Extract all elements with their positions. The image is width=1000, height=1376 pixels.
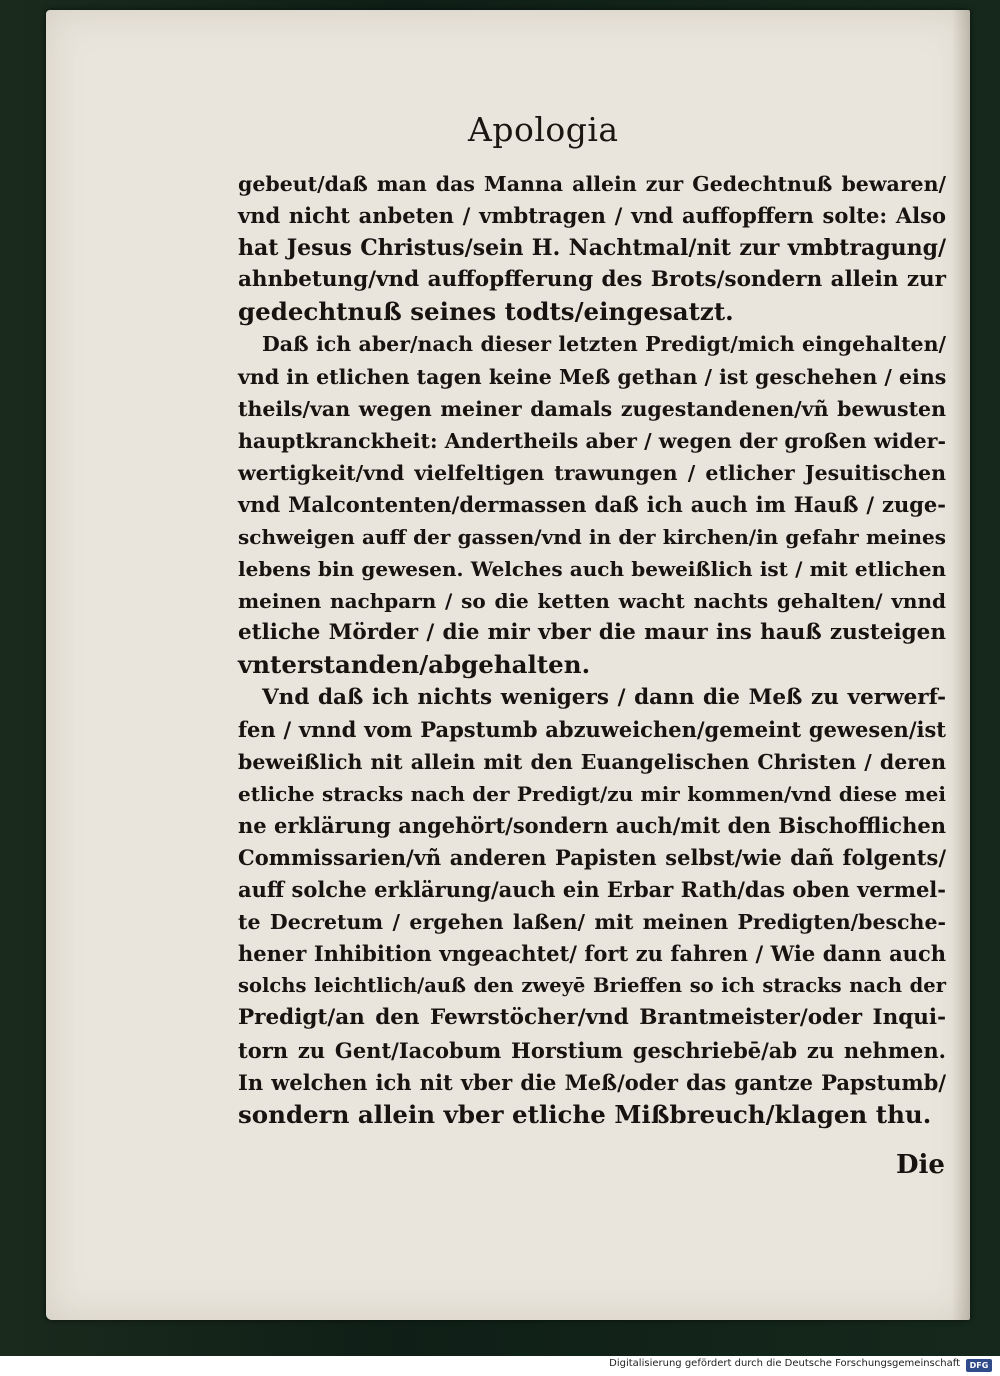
text-line: te Decretum / ergehen laßen/ mit meinen Predigten/besche- bbox=[238, 910, 946, 935]
text-line: vnd nicht anbeten / vmbtragen / vnd auffopffern solte: Also bbox=[238, 203, 946, 229]
text-line: beweißlich nit allein mit den Euangelischen Christen / deren bbox=[238, 749, 946, 774]
text-line: solchs leichtlich/auß den zweyē Brieffen so ich stracks nach der bbox=[238, 974, 946, 998]
body-text bbox=[238, 168, 946, 1131]
text-line: vnterstanden/abgehalten. bbox=[238, 650, 591, 680]
text-line: etliche stracks nach der Predigt/zu mir kommen/vnd diese mei bbox=[238, 781, 946, 806]
text-line: ahnbetung/vnd auffopfferung des Brots/sondern allein zur bbox=[238, 267, 946, 293]
running-head: Apologia bbox=[468, 110, 619, 149]
text-line: sondern allein vber etliche Mißbreuch/klagen thu. bbox=[238, 1099, 932, 1129]
text-line: Commissarien/vñ anderen Papisten selbst/wie dañ folgents/ bbox=[238, 844, 946, 870]
text-line: In welchen ich nit vber die Meß/oder das gantze Papstumb/ bbox=[238, 1069, 946, 1095]
text-line: vnd Malcontenten/dermassen daß ich auch im Hauß / zuge- bbox=[238, 491, 946, 517]
text-line: lebens bin gewesen. Welches auch beweißlich ist / mit etlichen bbox=[238, 557, 946, 582]
text-line: vnd in etlichen tagen keine Meß gethan / ist geschehen / eins bbox=[238, 364, 947, 389]
text-line: schweigen auff der gassen/vnd in der kirchen/in gefahr meines bbox=[238, 525, 946, 550]
text-line: gedechtnuß seines todts/eingesatzt. bbox=[238, 297, 734, 327]
dfg-logo: DFG bbox=[966, 1359, 992, 1372]
text-line: torn zu Gent/Iacobum Horstium geschriebē/ab zu nehmen. bbox=[238, 1037, 946, 1063]
text-line: auff solche erklärung/auch ein Erbar Rath/das oben vermel- bbox=[238, 877, 946, 903]
text-line: theils/van wegen meiner damals zugestandenen/vñ bewusten bbox=[238, 396, 946, 421]
text-line: Vnd daß ich nichts wenigers / dann die Meß zu verwerf- bbox=[262, 684, 946, 710]
text-line: Daß ich aber/nach dieser letzten Predigt/mich eingehalten/ bbox=[262, 332, 946, 357]
text-line: meinen nachparn / so die ketten wacht nachts gehalten/ vnnd bbox=[238, 589, 946, 614]
text-line: Predigt/an den Fewrstöcher/vnd Brantmeister/oder Inqui- bbox=[238, 1005, 946, 1031]
text-line: hauptkranckheit: Andertheils aber / wegen der großen wider- bbox=[238, 428, 946, 453]
text-line: gebeut/daß man das Manna allein zur Gedechtnuß bewaren/ bbox=[238, 172, 946, 196]
funding-credit: Digitalisierung gefördert durch die Deutsche Forschungsgemeinschaft bbox=[609, 1358, 960, 1369]
footer-bar bbox=[0, 1356, 1000, 1376]
text-line: fen / vnnd vom Papstumb abzuweichen/gemeint gewesen/ist bbox=[238, 716, 946, 742]
text-line: wertigkeit/vnd vielfeltigen trawungen / etlicher Jesuitischen bbox=[238, 460, 946, 485]
text-line: hener Inhibition vngeachtet/ fort zu fahren / Wie dann auch bbox=[238, 941, 946, 967]
text-line: hat Jesus Christus/sein H. Nachtmal/nit zur vmbtragung/ bbox=[238, 235, 946, 262]
catchword: Die bbox=[896, 1150, 945, 1180]
text-line: etliche Mörder / die mir vber die maur ins hauß zusteigen bbox=[238, 620, 946, 646]
text-line: ne erklärung angehört/sondern auch/mit den Bischofflichen bbox=[238, 812, 946, 838]
